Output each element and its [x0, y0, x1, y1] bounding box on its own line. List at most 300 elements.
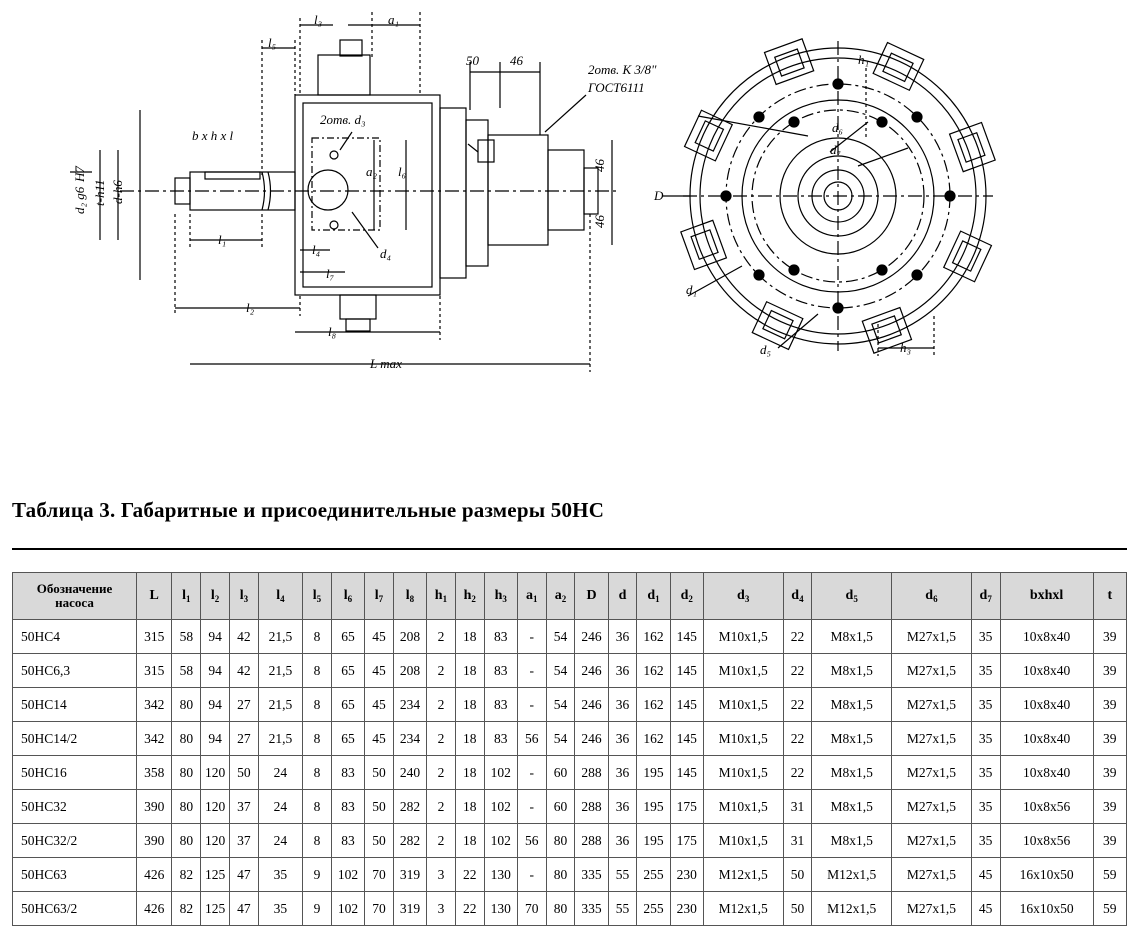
- table-cell: 358: [137, 756, 172, 790]
- table-cell: 390: [137, 790, 172, 824]
- table-row: [13, 790, 1127, 824]
- table-cell: 18: [455, 688, 484, 722]
- table-cell: 56: [517, 824, 546, 858]
- table-header-cell: $d_1$: [637, 573, 670, 620]
- table-cell: 426: [137, 892, 172, 926]
- table-cell: 2: [427, 688, 456, 722]
- pump-designation-cell: 50НС32/2: [13, 824, 137, 858]
- table-cell: 120: [201, 790, 230, 824]
- table-cell: -: [517, 858, 546, 892]
- table-header-cell: $d_6$: [892, 573, 972, 620]
- table-cell: M10x1,5: [703, 688, 783, 722]
- table-cell: 162: [637, 688, 670, 722]
- table-cell: 80: [546, 892, 575, 926]
- table-cell: 175: [670, 790, 703, 824]
- table-cell: 22: [783, 620, 812, 654]
- table-cell: 2: [427, 756, 456, 790]
- table-row: [13, 722, 1127, 756]
- table-cell: 47: [230, 858, 259, 892]
- table-cell: -: [517, 688, 546, 722]
- table-header-cell: $l_3$: [230, 573, 259, 620]
- drawing-label: 46: [592, 159, 607, 172]
- table-cell: 18: [455, 620, 484, 654]
- table-cell: 24: [258, 824, 302, 858]
- table-cell: 37: [230, 824, 259, 858]
- table-cell: 60: [546, 756, 575, 790]
- table-cell: 9: [303, 858, 332, 892]
- table-header-cell: $l_4$: [258, 573, 302, 620]
- table-cell: 45: [365, 688, 394, 722]
- table-cell: 162: [637, 722, 670, 756]
- dimensions-table: [12, 572, 1127, 926]
- table-cell: 8: [303, 756, 332, 790]
- table-cell: 288: [575, 790, 608, 824]
- table-cell: 35: [971, 722, 1000, 756]
- drawing-label: h₁: [858, 52, 870, 67]
- table-header-cell: Обозначение насоса: [13, 573, 137, 620]
- table-cell: 42: [230, 620, 259, 654]
- table-cell: M8x1,5: [812, 790, 892, 824]
- table-cell: 70: [365, 892, 394, 926]
- table-cell: 8: [303, 654, 332, 688]
- table-cell: 246: [575, 620, 608, 654]
- table-cell: 35: [258, 858, 302, 892]
- table-body: [13, 620, 1127, 926]
- table-cell: 65: [331, 722, 364, 756]
- table-cell: 94: [201, 722, 230, 756]
- table-cell: 58: [172, 654, 201, 688]
- table-cell: 39: [1093, 620, 1126, 654]
- table-cell: 10x8x56: [1000, 790, 1093, 824]
- table-cell: 24: [258, 790, 302, 824]
- table-cell: 234: [393, 722, 426, 756]
- table-cell: -: [517, 654, 546, 688]
- table-cell: 208: [393, 654, 426, 688]
- table-cell: 130: [484, 892, 517, 926]
- table-cell: 35: [258, 892, 302, 926]
- table-cell: 342: [137, 688, 172, 722]
- table-cell: 36: [608, 756, 637, 790]
- table-cell: 39: [1093, 756, 1126, 790]
- pump-designation-cell: 50НС63/2: [13, 892, 137, 926]
- table-cell: 36: [608, 688, 637, 722]
- table-header-cell: $d_7$: [971, 573, 1000, 620]
- table-cell: 94: [201, 620, 230, 654]
- table-cell: 102: [331, 858, 364, 892]
- table-cell: M12x1,5: [703, 892, 783, 926]
- table-row: [13, 688, 1127, 722]
- table-cell: 94: [201, 654, 230, 688]
- table-cell: 282: [393, 790, 426, 824]
- table-cell: 240: [393, 756, 426, 790]
- table-cell: 22: [455, 892, 484, 926]
- table-cell: 120: [201, 756, 230, 790]
- table-cell: 145: [670, 688, 703, 722]
- technical-drawing: [0, 0, 1139, 400]
- table-header-cell: $l_7$: [365, 573, 394, 620]
- table-cell: 24: [258, 756, 302, 790]
- table-cell: 80: [172, 824, 201, 858]
- table-cell: M12x1,5: [703, 858, 783, 892]
- table-cell: 8: [303, 722, 332, 756]
- table-cell: 335: [575, 892, 608, 926]
- table-header-cell: $a_1$: [517, 573, 546, 620]
- table-cell: 39: [1093, 722, 1126, 756]
- table-cell: M10x1,5: [703, 824, 783, 858]
- pump-designation-cell: 50НС14: [13, 688, 137, 722]
- drawing-label: 46: [510, 53, 523, 68]
- table-cell: 27: [230, 722, 259, 756]
- table-cell: M10x1,5: [703, 756, 783, 790]
- table-cell: 2: [427, 620, 456, 654]
- table-cell: 42: [230, 654, 259, 688]
- table-cell: 102: [484, 824, 517, 858]
- table-cell: 56: [517, 722, 546, 756]
- table-cell: 35: [971, 620, 1000, 654]
- table-cell: 36: [608, 654, 637, 688]
- drawing-label: d-h6: [110, 180, 125, 204]
- table-cell: 255: [637, 892, 670, 926]
- table-cell: 18: [455, 654, 484, 688]
- table-cell: 65: [331, 620, 364, 654]
- drawing-label: 46: [592, 215, 607, 228]
- pump-designation-cell: 50НС6,3: [13, 654, 137, 688]
- table-cell: 54: [546, 722, 575, 756]
- table-row: [13, 824, 1127, 858]
- table-cell: 22: [455, 858, 484, 892]
- table-cell: 50: [365, 756, 394, 790]
- table-cell: 162: [637, 654, 670, 688]
- table-cell: 234: [393, 688, 426, 722]
- table-cell: 8: [303, 620, 332, 654]
- table-cell: 50: [230, 756, 259, 790]
- pump-designation-cell: 50НС63: [13, 858, 137, 892]
- table-header-cell: D: [575, 573, 608, 620]
- table-header-cell: $l_8$: [393, 573, 426, 620]
- table-cell: 35: [971, 688, 1000, 722]
- table-cell: -: [517, 790, 546, 824]
- table-cell: 2: [427, 722, 456, 756]
- table-cell: M27x1,5: [892, 620, 972, 654]
- dimensions-table-wrapper: [12, 572, 1127, 926]
- table-cell: 175: [670, 824, 703, 858]
- table-cell: 195: [637, 790, 670, 824]
- table-cell: 18: [455, 790, 484, 824]
- table-cell: 31: [783, 790, 812, 824]
- caption-divider: [12, 548, 1127, 550]
- drawing-label: d₅: [760, 342, 772, 357]
- table-cell: 2: [427, 824, 456, 858]
- table-cell: 80: [172, 722, 201, 756]
- table-cell: 55: [608, 892, 637, 926]
- table-cell: 9: [303, 892, 332, 926]
- table-cell: 8: [303, 824, 332, 858]
- table-cell: M8x1,5: [812, 620, 892, 654]
- table-caption-text: Габаритные и присоединительные размеры 50НС: [120, 498, 605, 522]
- drawing-label: l₅: [268, 35, 277, 50]
- table-cell: 50: [365, 790, 394, 824]
- table-cell: 82: [172, 858, 201, 892]
- table-cell: M10x1,5: [703, 620, 783, 654]
- table-cell: 35: [971, 824, 1000, 858]
- table-cell: 27: [230, 688, 259, 722]
- drawing-label: l₂: [246, 300, 255, 315]
- table-caption: [12, 498, 604, 523]
- table-cell: M10x1,5: [703, 722, 783, 756]
- table-cell: 80: [172, 688, 201, 722]
- table-cell: 31: [783, 824, 812, 858]
- table-cell: 335: [575, 858, 608, 892]
- table-header-cell: $l_2$: [201, 573, 230, 620]
- table-cell: 59: [1093, 892, 1126, 926]
- table-row: [13, 858, 1127, 892]
- table-cell: 83: [331, 790, 364, 824]
- table-cell: M8x1,5: [812, 654, 892, 688]
- table-header-row: [13, 573, 1127, 620]
- table-row: [13, 620, 1127, 654]
- table-header-cell: $h_2$: [455, 573, 484, 620]
- table-cell: 102: [484, 756, 517, 790]
- table-header-cell: $h_3$: [484, 573, 517, 620]
- table-cell: 2: [427, 790, 456, 824]
- drawing-label: l₃: [314, 12, 323, 27]
- table-cell: 10x8x40: [1000, 722, 1093, 756]
- table-cell: 83: [484, 722, 517, 756]
- table-cell: M27x1,5: [892, 824, 972, 858]
- table-cell: 70: [517, 892, 546, 926]
- table-cell: 288: [575, 824, 608, 858]
- table-row: [13, 654, 1127, 688]
- table-cell: 45: [365, 620, 394, 654]
- table-cell: 125: [201, 858, 230, 892]
- table-cell: 10x8x40: [1000, 654, 1093, 688]
- table-cell: 18: [455, 824, 484, 858]
- table-cell: 80: [546, 858, 575, 892]
- table-cell: M27x1,5: [892, 858, 972, 892]
- table-cell: 39: [1093, 824, 1126, 858]
- table-cell: 230: [670, 858, 703, 892]
- table-cell: 65: [331, 688, 364, 722]
- table-cell: M8x1,5: [812, 824, 892, 858]
- table-header-cell: t: [1093, 573, 1126, 620]
- table-cell: 36: [608, 790, 637, 824]
- table-header-cell: $h_1$: [427, 573, 456, 620]
- drawing-label: a₂: [366, 164, 378, 179]
- table-header-cell: $d_4$: [783, 573, 812, 620]
- table-header-cell: $l_1$: [172, 573, 201, 620]
- table-cell: 58: [172, 620, 201, 654]
- table-cell: 80: [172, 756, 201, 790]
- table-cell: 16x10x50: [1000, 858, 1093, 892]
- table-cell: 10x8x56: [1000, 824, 1093, 858]
- table-caption-number: Таблица 3.: [12, 498, 116, 522]
- table-cell: M27x1,5: [892, 688, 972, 722]
- table-cell: 55: [608, 858, 637, 892]
- table-cell: 45: [365, 654, 394, 688]
- table-cell: 45: [971, 892, 1000, 926]
- table-cell: 315: [137, 654, 172, 688]
- table-cell: 208: [393, 620, 426, 654]
- table-cell: 59: [1093, 858, 1126, 892]
- drawing-label: l₁: [218, 232, 227, 247]
- table-header-cell: $d_3$: [703, 573, 783, 620]
- drawing-label: d₂ g6: [72, 186, 87, 214]
- table-cell: 10x8x40: [1000, 756, 1093, 790]
- table-cell: 18: [455, 722, 484, 756]
- table-cell: M8x1,5: [812, 722, 892, 756]
- table-cell: 83: [484, 688, 517, 722]
- table-cell: 22: [783, 654, 812, 688]
- table-cell: M12x1,5: [812, 892, 892, 926]
- table-cell: 246: [575, 688, 608, 722]
- drawing-svg: [0, 0, 1139, 400]
- table-cell: 47: [230, 892, 259, 926]
- table-cell: 288: [575, 756, 608, 790]
- drawing-label: 50: [466, 53, 479, 68]
- table-cell: 125: [201, 892, 230, 926]
- table-cell: 195: [637, 824, 670, 858]
- table-cell: 80: [546, 824, 575, 858]
- drawing-label: d₇: [830, 142, 842, 157]
- table-header-cell: L: [137, 573, 172, 620]
- table-cell: 246: [575, 654, 608, 688]
- table-row: [13, 756, 1127, 790]
- table-cell: 8: [303, 688, 332, 722]
- table-cell: 36: [608, 824, 637, 858]
- table-cell: 35: [971, 654, 1000, 688]
- table-cell: M12x1,5: [812, 858, 892, 892]
- table-cell: 3: [427, 892, 456, 926]
- table-cell: 255: [637, 858, 670, 892]
- table-cell: 83: [331, 824, 364, 858]
- table-header-cell: d: [608, 573, 637, 620]
- table-cell: 2: [427, 654, 456, 688]
- drawing-label: D: [654, 188, 664, 203]
- drawing-label: H7: [72, 166, 87, 182]
- table-cell: 162: [637, 620, 670, 654]
- table-cell: 21,5: [258, 620, 302, 654]
- table-cell: 65: [331, 654, 364, 688]
- drawing-label: 2отв. К 3/8": [588, 62, 657, 77]
- table-cell: 21,5: [258, 722, 302, 756]
- pump-designation-cell: 50НС32: [13, 790, 137, 824]
- table-cell: 39: [1093, 654, 1126, 688]
- table-cell: M8x1,5: [812, 688, 892, 722]
- table-cell: 246: [575, 722, 608, 756]
- table-cell: 94: [201, 688, 230, 722]
- table-cell: 342: [137, 722, 172, 756]
- table-header-cell: $l_5$: [303, 573, 332, 620]
- table-cell: 50: [783, 892, 812, 926]
- table-cell: 21,5: [258, 688, 302, 722]
- table-cell: 35: [971, 790, 1000, 824]
- drawing-label: b x h x l: [192, 128, 234, 143]
- table-cell: 50: [783, 858, 812, 892]
- table-row: [13, 892, 1127, 926]
- table-header-cell: $l_6$: [331, 573, 364, 620]
- table-cell: 319: [393, 892, 426, 926]
- table-cell: 36: [608, 722, 637, 756]
- pump-designation-cell: 50НС14/2: [13, 722, 137, 756]
- table-cell: 54: [546, 688, 575, 722]
- table-cell: 22: [783, 722, 812, 756]
- table-cell: 36: [608, 620, 637, 654]
- table-cell: 35: [971, 756, 1000, 790]
- table-cell: 54: [546, 620, 575, 654]
- table-cell: 70: [365, 858, 394, 892]
- table-header-cell: $d_2$: [670, 573, 703, 620]
- table-header-cell: bxhxl: [1000, 573, 1093, 620]
- drawing-label: h₃: [900, 340, 912, 355]
- table-header-cell: $d_5$: [812, 573, 892, 620]
- table-cell: 22: [783, 688, 812, 722]
- drawing-label: t-h11: [92, 179, 107, 206]
- table-cell: M27x1,5: [892, 722, 972, 756]
- table-cell: 50: [365, 824, 394, 858]
- table-cell: 3: [427, 858, 456, 892]
- table-cell: 10x8x40: [1000, 620, 1093, 654]
- table-cell: 145: [670, 620, 703, 654]
- table-cell: 82: [172, 892, 201, 926]
- table-cell: 80: [172, 790, 201, 824]
- table-cell: M10x1,5: [703, 790, 783, 824]
- table-cell: 319: [393, 858, 426, 892]
- drawing-label: a₁: [388, 12, 400, 27]
- pump-designation-cell: 50НС4: [13, 620, 137, 654]
- table-cell: 60: [546, 790, 575, 824]
- table-cell: 315: [137, 620, 172, 654]
- table-cell: 426: [137, 858, 172, 892]
- table-cell: 83: [331, 756, 364, 790]
- table-cell: -: [517, 756, 546, 790]
- table-cell: 45: [971, 858, 1000, 892]
- drawing-label: l₆: [398, 164, 407, 179]
- drawing-label: d₄: [380, 246, 392, 261]
- table-cell: 230: [670, 892, 703, 926]
- table-cell: 21,5: [258, 654, 302, 688]
- table-cell: 37: [230, 790, 259, 824]
- table-cell: 195: [637, 756, 670, 790]
- drawing-label: 2отв. d₃: [320, 112, 366, 127]
- table-cell: 22: [783, 756, 812, 790]
- table-cell: 102: [484, 790, 517, 824]
- table-cell: 130: [484, 858, 517, 892]
- table-cell: M10x1,5: [703, 654, 783, 688]
- table-cell: M27x1,5: [892, 654, 972, 688]
- drawing-label: l₈: [328, 324, 337, 339]
- drawing-label: l₄: [312, 242, 321, 257]
- table-cell: 39: [1093, 688, 1126, 722]
- table-cell: 120: [201, 824, 230, 858]
- table-cell: 145: [670, 756, 703, 790]
- table-cell: M27x1,5: [892, 790, 972, 824]
- table-cell: 83: [484, 654, 517, 688]
- table-cell: 18: [455, 756, 484, 790]
- drawing-label: ГОСТ6111: [588, 80, 645, 95]
- table-cell: 10x8x40: [1000, 688, 1093, 722]
- drawing-label: L max: [370, 356, 402, 371]
- table-cell: 39: [1093, 790, 1126, 824]
- table-cell: M27x1,5: [892, 756, 972, 790]
- table-header-cell: $a_2$: [546, 573, 575, 620]
- table-cell: 16x10x50: [1000, 892, 1093, 926]
- drawing-label: l₇: [326, 266, 335, 281]
- drawing-label: d₆: [832, 120, 844, 135]
- drawing-label: d₁: [686, 282, 698, 297]
- table-cell: 54: [546, 654, 575, 688]
- table-cell: M27x1,5: [892, 892, 972, 926]
- table-cell: 83: [484, 620, 517, 654]
